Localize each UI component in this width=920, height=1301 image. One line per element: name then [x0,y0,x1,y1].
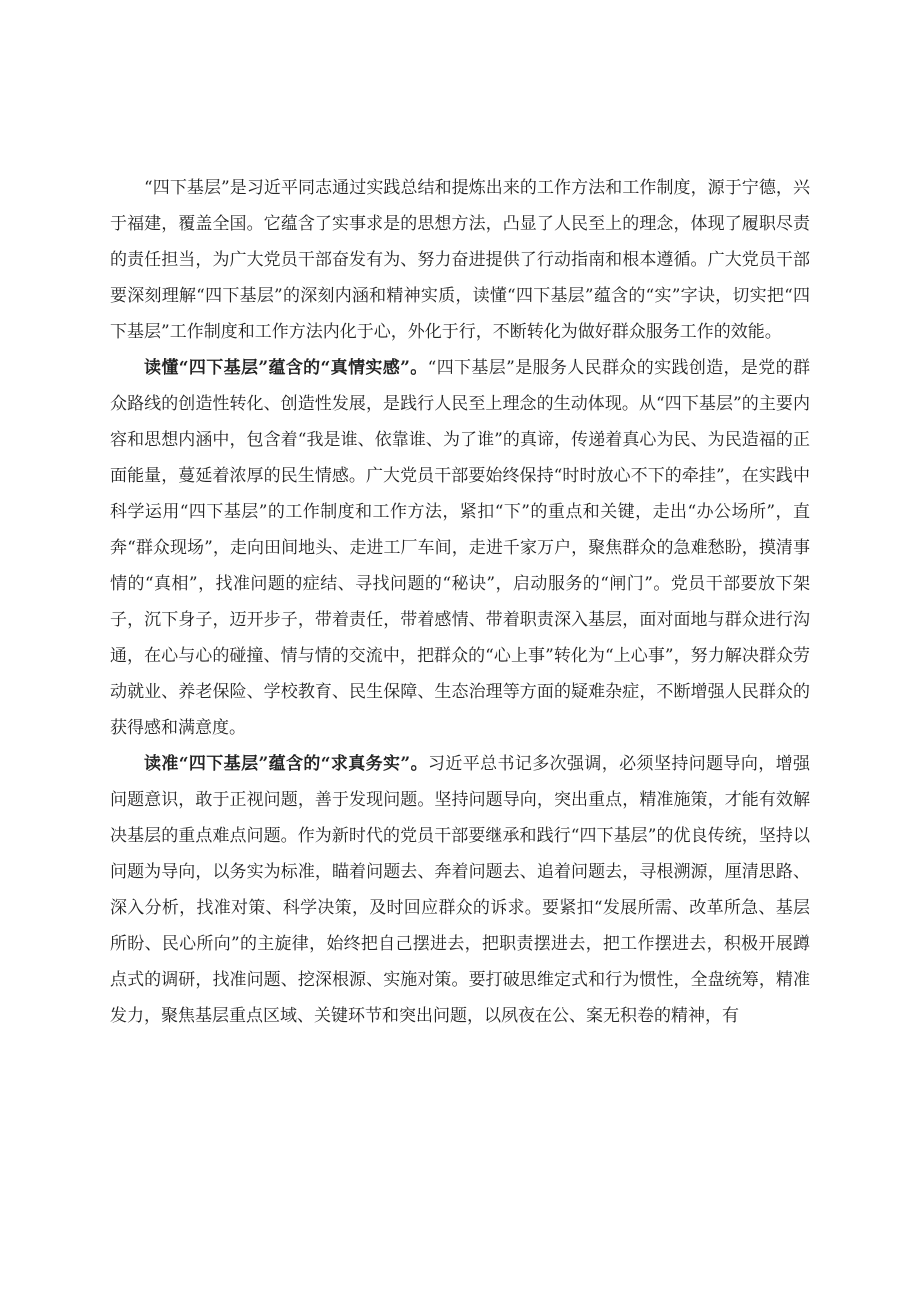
paragraph-lead: 读懂“四下基层”蕴含的“真情实感”。 [144,358,428,378]
paragraph-pragmatism [110,746,810,1034]
paragraph-lead: 读准“四下基层”蕴含的“求真务实”。 [144,754,428,774]
paragraph-body: “四下基层”是习近平同志通过实践总结和提炼出来的工作方法和工作制度，源于宁德，兴于福建，覆盖全国。它蕴含了实事求是的思想方法，凸显了人民至上的理念，体现了履职尽责的责任担当，为广大党员干部奋发有为、努力奋进提供了行动指南和根本遵循。广大党员干部要深刻理解“四下基层”的深刻内涵和精神实质，读懂“四下基层”蕴含的“实”字诀，切实把“四下基层”工作制度和工作方法内化于心，外化于行，不断转化为做好群众服务工作的效能。 [110,178,810,342]
paragraph-body: “四下基层”是服务人民群众的实践创造，是党的群众路线的创造性转化、创造性发展，是践行人民至上理念的生动体现。从“四下基层”的主要内容和思想内涵中，包含着“我是谁、依靠谁、为了谁”的真谛，传递着真心为民、为民造福的正面能量，蔓延着浓厚的民生情感。广大党员干部要始终保持“时时放心不下的牵挂”，在实践中科学运用“四下基层”的工作制度和工作方法，紧扣“下”的重点和关键，走出“办公场所”，直奔“群众现场”，走向田间地头、走进工厂车间，走进千家万户，聚焦群众的急难愁盼，摸清事情的“真相”，找准问题的症结、寻找问题的“秘诀”，启动服务的“闸门”。党员干部要放下架子，沉下身子，迈开步子，带着责任，带着感情、带着职责深入基层，面对面地与群众进行沟通，在心与心的碰撞、情与情的交流中，把群众的“心上事”转化为“上心事”，努力解决群众劳动就业、养老保险、学校教育、民生保障、生态治理等方面的疑难杂症，不断增强人民群众的获得感和满意度。 [110,358,810,738]
document-page [110,170,810,1034]
paragraph-sincere-feelings [110,350,810,746]
paragraph-body: 习近平总书记多次强调，必须坚持问题导向，增强问题意识，敢于正视问题，善于发现问题。坚持问题导向，突出重点，精准施策，才能有效解决基层的重点难点问题。作为新时代的党员干部要继承和践行“四下基层”的优良传统，坚持以问题为导向，以务实为标准，瞄着问题去、奔着问题去、追着问题去，寻根溯源，厘清思路、深入分析，找准对策、科学决策，及时回应群众的诉求。要紧扣“发展所需、改革所急、基层所盼、民心所向”的主旋律，始终把自己摆进去，把职责摆进去，把工作摆进去，积极开展蹲点式的调研，找准问题、挖深根源、实施对策。要打破思维定式和行为惯性，全盘统筹，精准发力，聚焦基层重点区域、关键环节和突出问题，以夙夜在公、案无积卷的精神，有 [110,754,810,1026]
paragraph-intro [110,170,810,350]
